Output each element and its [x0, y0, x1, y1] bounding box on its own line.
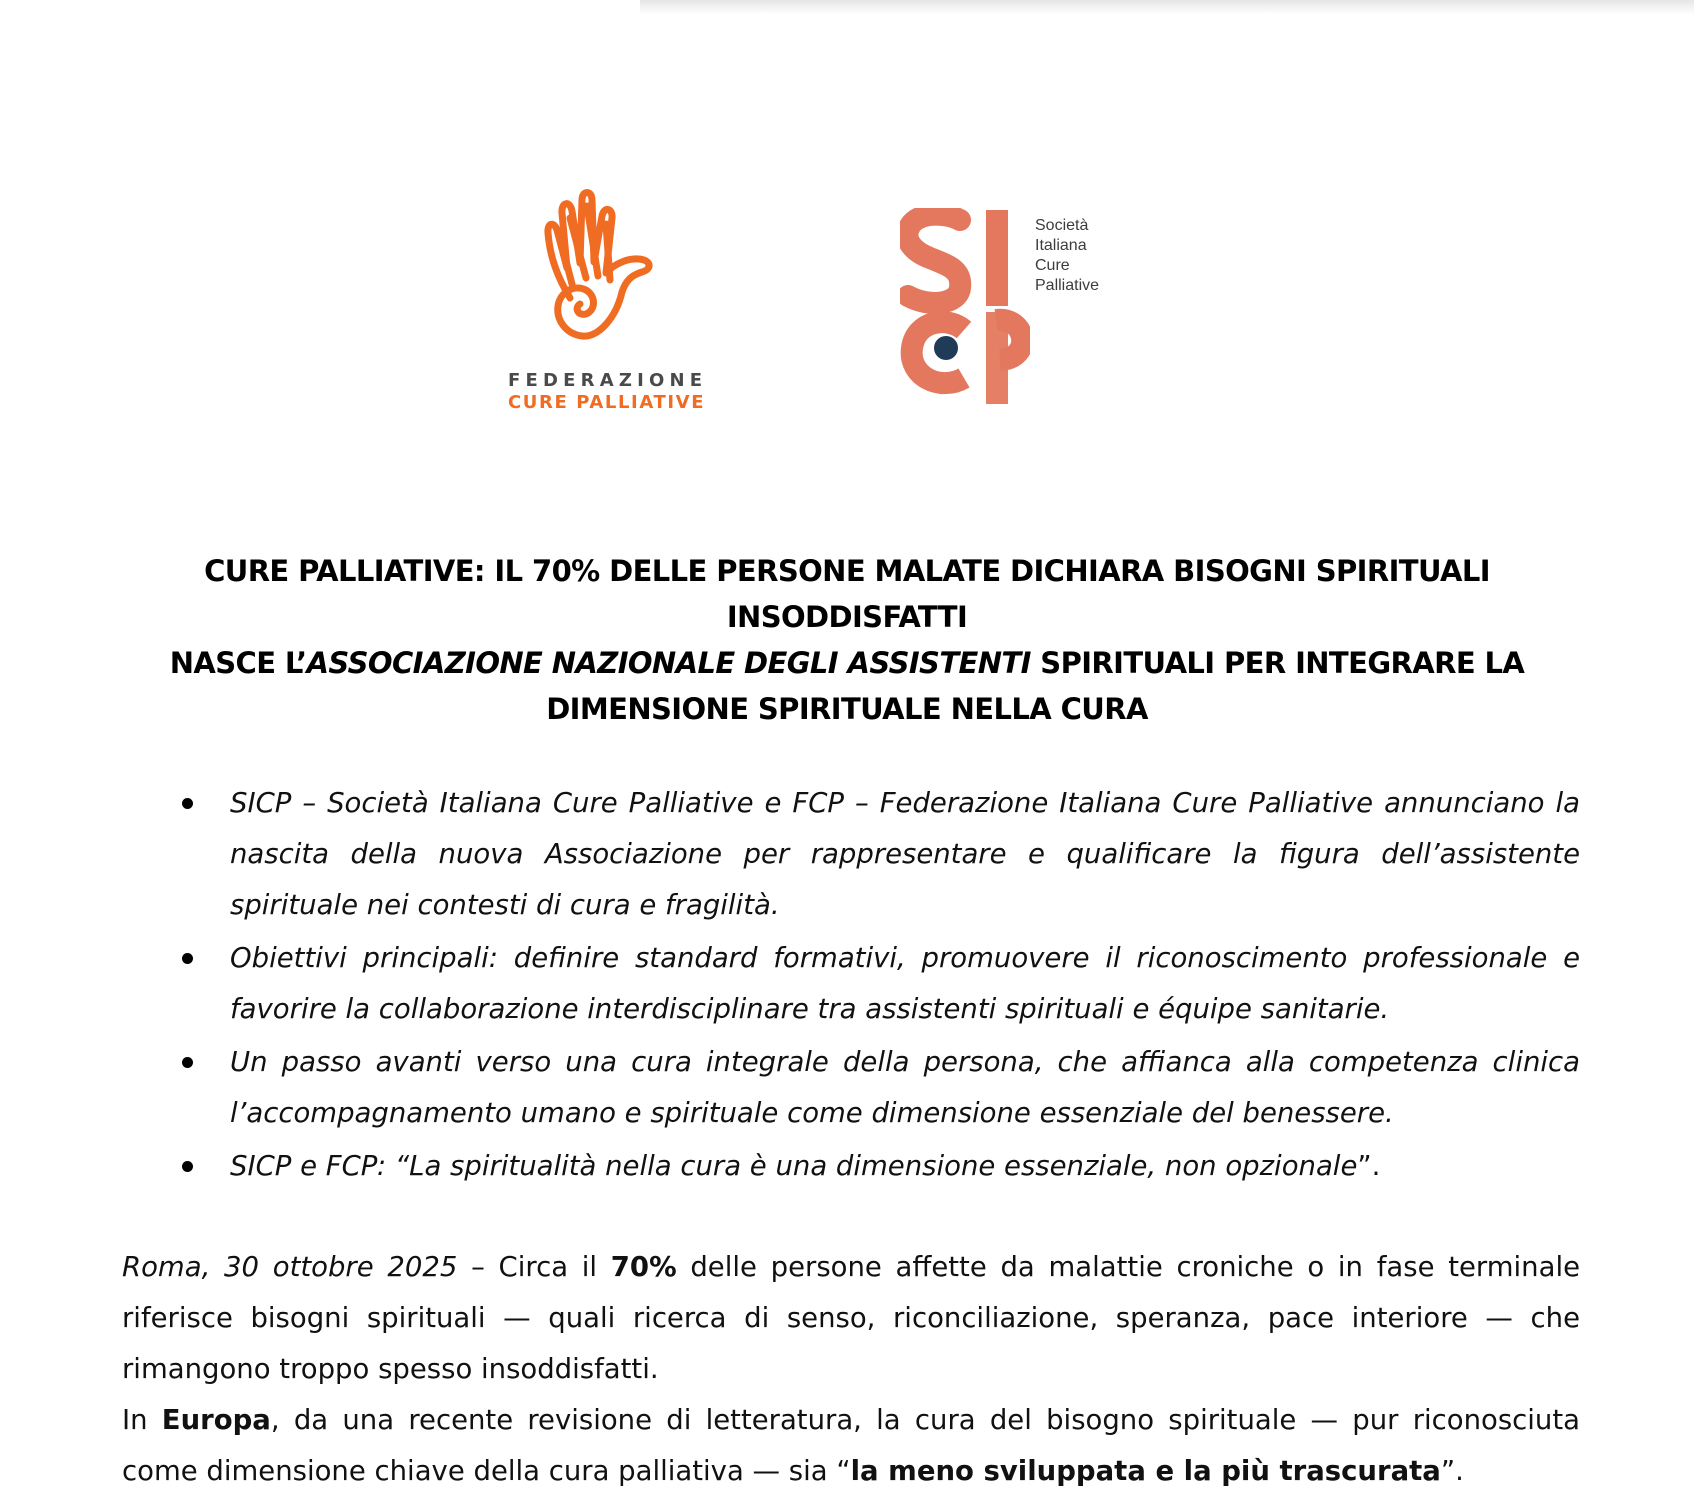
headline-line2-italic: ASSOCIAZIONE NAZIONALE DEGLI ASSISTENTI — [306, 646, 1031, 680]
p1-dash: – Circa il — [457, 1251, 611, 1283]
bullet-icon — [182, 953, 193, 964]
headline-line2-prefix: NASCE L’ — [169, 646, 307, 680]
sicp-text-line: Società — [1035, 217, 1089, 234]
bullet-text: SICP – Società Italiana Cure Palliative e FCP – Federazione Italiana Cure Palliative annunciano la nascita della nuova Associazione per rappresentare e qualificare la figura dell’assistente spirituale nei contesti di cura e fragilità. — [230, 787, 1580, 921]
list-item — [122, 778, 1580, 931]
bullet-text: Un passo avanti verso una cura integrale della persona, che affianca alla competenza clinica l’accompagnamento umano e spirituale come dimensione essenziale del benessere. — [230, 1046, 1580, 1129]
fcp-logo-line2: CURE PALLIATIVE — [508, 392, 706, 413]
p2-end: ”. — [1440, 1455, 1464, 1487]
body-paragraph-2 — [122, 1395, 1580, 1497]
p2-mid: , da una recente revisione di letteratura, la cura del bisogno spirituale — pur riconosciuta come dimensione chiave della cura palliativa — sia “ — [122, 1404, 1580, 1487]
p2-europa: Europa — [161, 1404, 271, 1436]
summary-bullet-list — [122, 778, 1580, 1194]
p2-quote: la meno sviluppata e la più trascurata — [850, 1455, 1441, 1487]
bullet-icon — [182, 1161, 193, 1172]
page-top-shadow — [640, 0, 1694, 14]
press-release-headline — [100, 548, 1594, 732]
body-paragraph-1 — [122, 1242, 1580, 1395]
p1-percentage: 70% — [610, 1251, 677, 1283]
headline-line2-suffix: SPIRITUALI PER INTEGRARE LA DIMENSIONE SPIRITUALE NELLA CURA — [546, 646, 1525, 726]
sicp-logo-text — [1035, 216, 1099, 296]
headline-line2 — [100, 640, 1594, 732]
sicp-logo — [900, 208, 1140, 408]
fcp-logo-line1: FEDERAZIONE — [508, 370, 708, 391]
hand-spiral-icon — [540, 188, 680, 368]
p1-rest: delle persone affette da malattie croniche o in fase terminale riferisce bisogni spirituali — quali ricerca di senso, riconciliazione, speranza, pace interiore — che rimangono troppo spesso insoddisfatti. — [122, 1251, 1581, 1385]
bullet-icon — [182, 1057, 193, 1068]
bullet-text-end: ”. — [1357, 1150, 1381, 1182]
list-item — [122, 933, 1580, 1035]
p2-lead: In — [122, 1404, 162, 1436]
bullet-text: Obiettivi principali: definire standard formativi, promuovere il riconoscimento professionale e favorire la collaborazione interdisciplinare tra assistenti spirituali e équipe sanitarie. — [230, 942, 1580, 1025]
bullet-text: SICP e FCP: “La spiritualità nella cura è una dimensione essenziale, non opzionale — [230, 1150, 1358, 1182]
press-release-body — [122, 1242, 1580, 1497]
fcp-logo — [500, 188, 730, 418]
sicp-text-line: Cure — [1035, 257, 1070, 274]
sicp-monogram — [900, 208, 1030, 408]
sicp-text-line: Italiana — [1035, 237, 1087, 254]
dateline: Roma, 30 ottobre 2025 — [122, 1251, 458, 1283]
bullet-icon — [182, 798, 193, 809]
list-item — [122, 1141, 1580, 1192]
list-item — [122, 1037, 1580, 1139]
sicp-text-line: Palliative — [1035, 277, 1100, 294]
headline-line1: CURE PALLIATIVE: IL 70% DELLE PERSONE MALATE DICHIARA BISOGNI SPIRITUALI INSODDISFATTI — [204, 554, 1490, 634]
